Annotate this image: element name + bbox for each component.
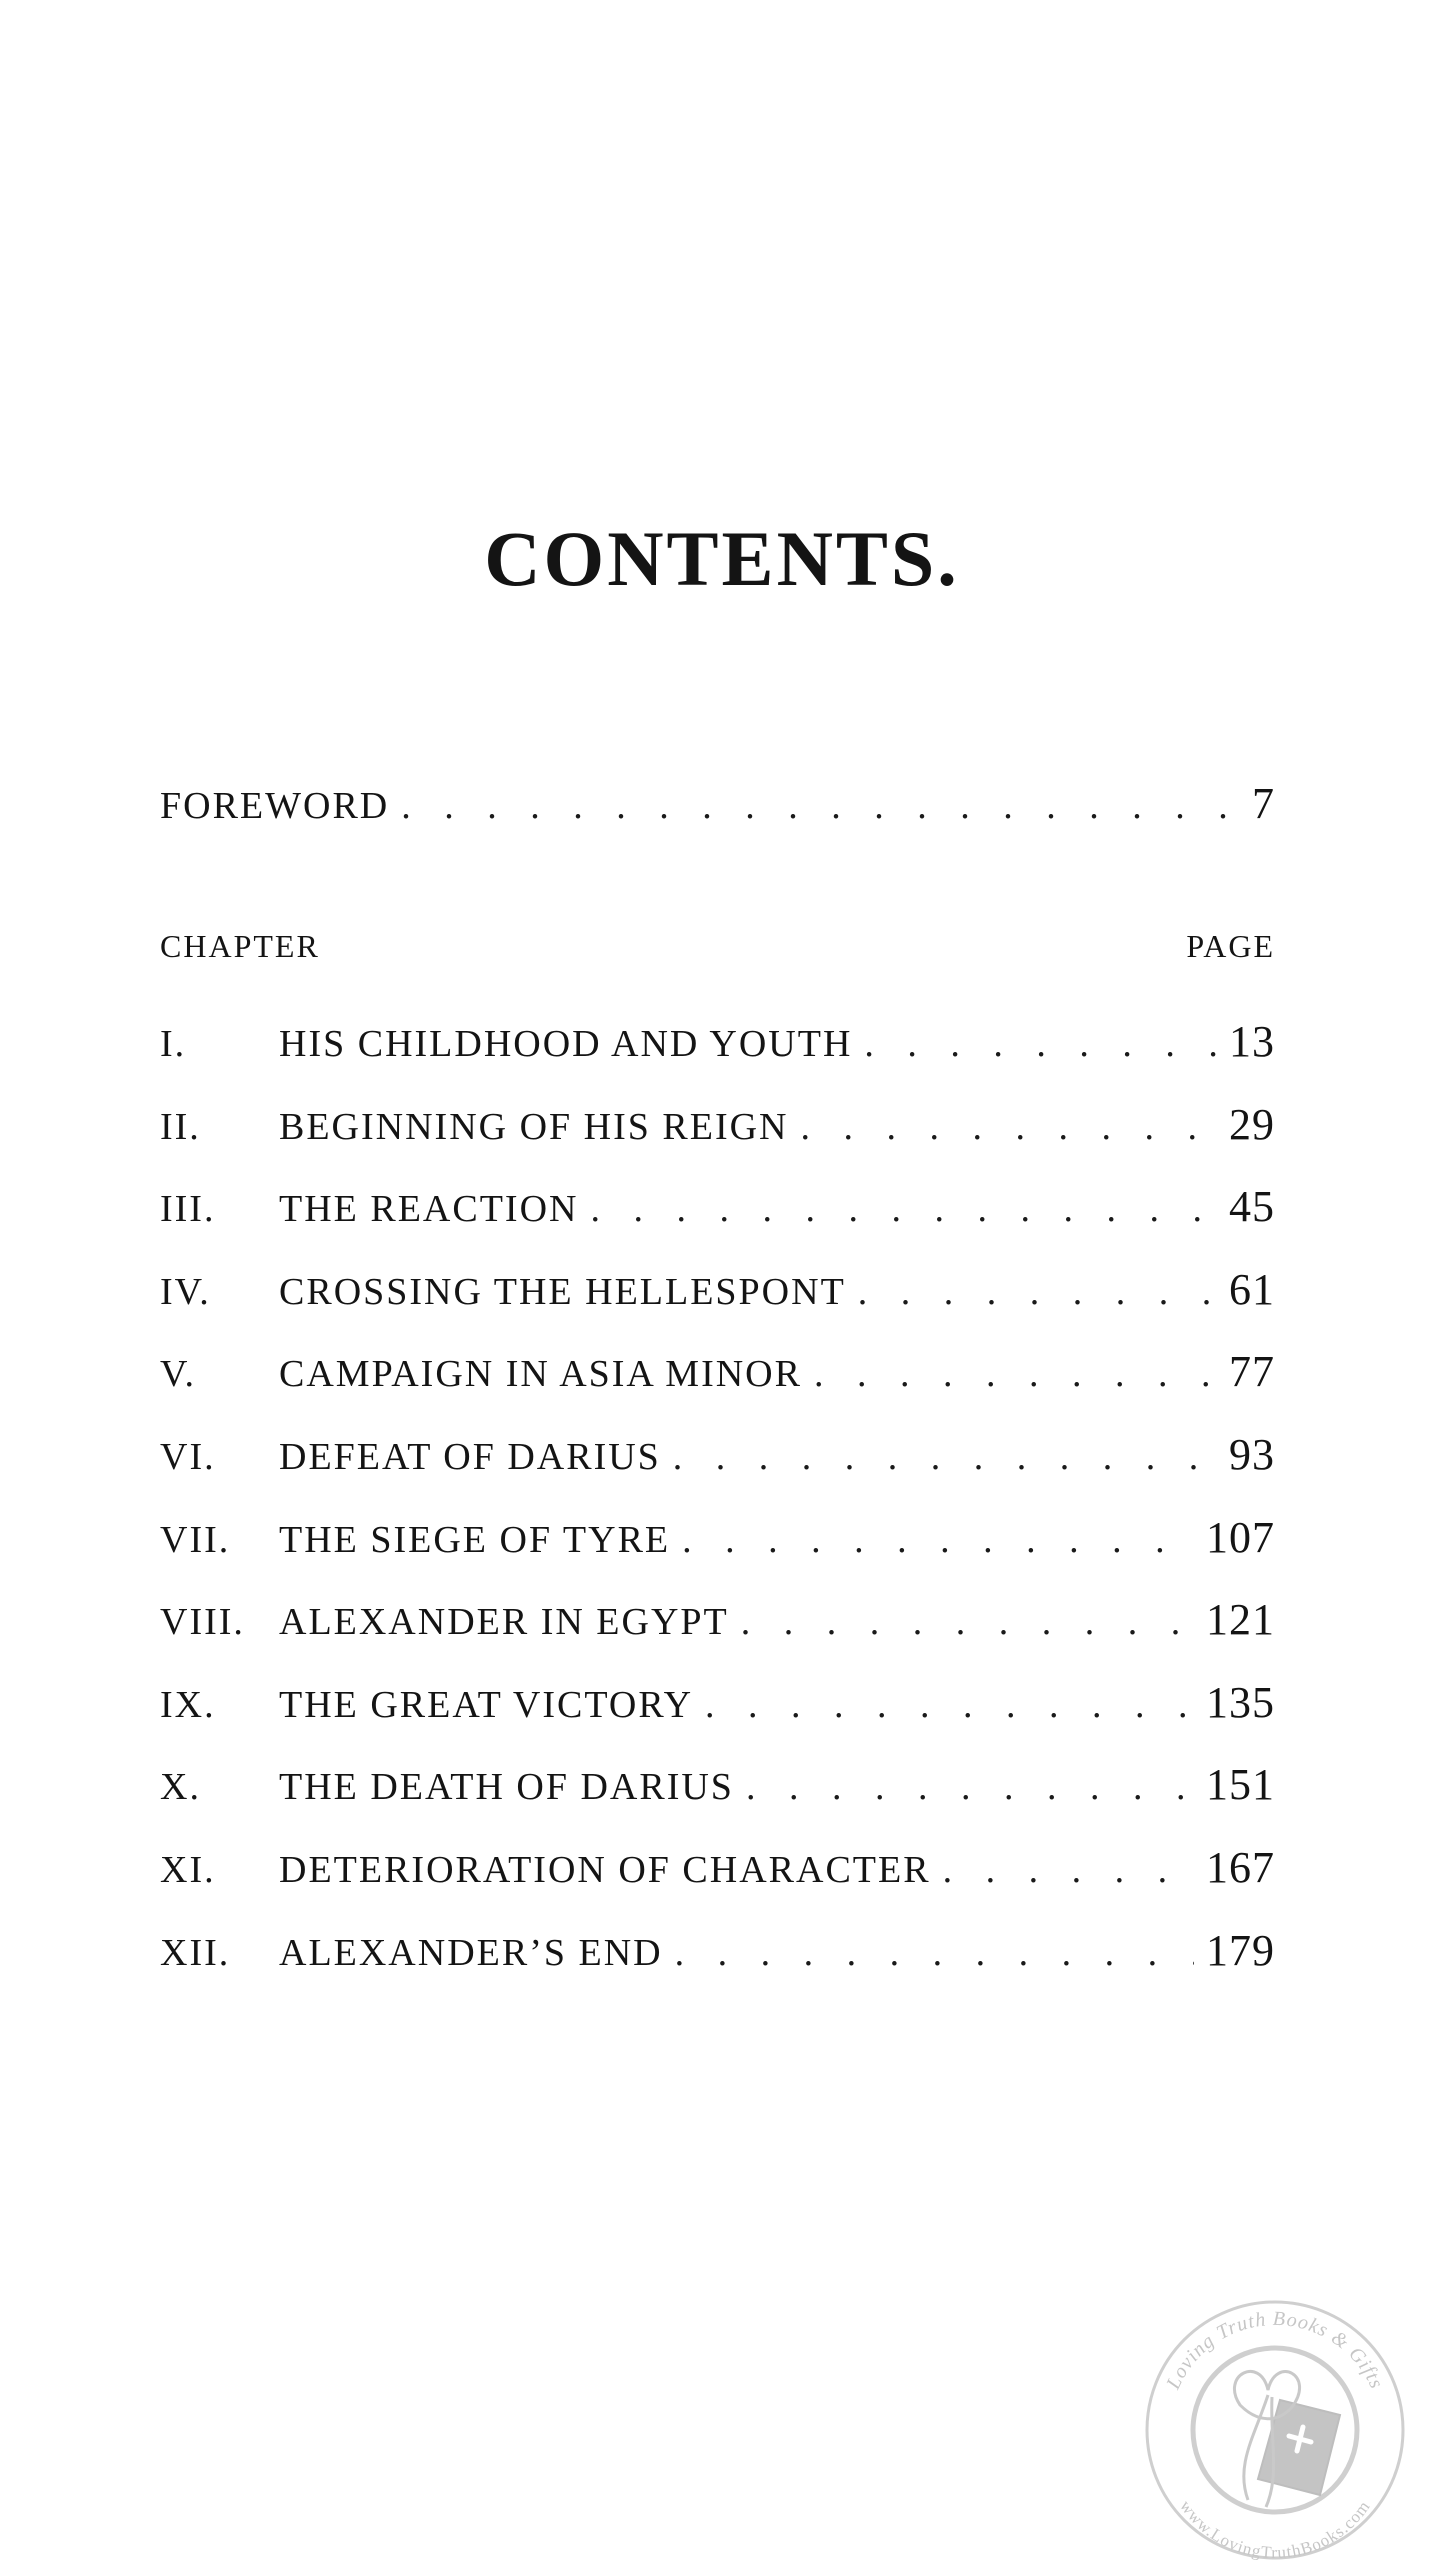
dot-leader (800, 1108, 1217, 1146)
chapter-page-number: 107 (1206, 1512, 1275, 1562)
chapter-page-number: 77 (1229, 1347, 1275, 1397)
chapter-entry (160, 1595, 1275, 1645)
dot-leader (590, 1190, 1217, 1228)
chapter-entry (160, 1017, 1275, 1066)
chapter-title: THE GREAT VICTORY (279, 1683, 694, 1726)
chapter-title: THE SIEGE OF TYRE (279, 1518, 671, 1561)
page-title: CONTENTS. (484, 515, 960, 602)
dot-leader (858, 1273, 1217, 1311)
chapter-title: HIS CHILDHOOD AND YOUTH (279, 1023, 853, 1065)
chapter-entry (160, 1264, 1275, 1314)
chapter-numeral: II. (160, 1105, 201, 1148)
chapter-entry (160, 1760, 1275, 1810)
dot-leader (675, 1934, 1194, 1972)
dot-leader (814, 1355, 1217, 1393)
chapter-numeral: X. (160, 1766, 201, 1809)
chapter-title: ALEXANDER’S END (279, 1931, 663, 1974)
chapter-title: CAMPAIGN IN ASIA MINOR (279, 1353, 802, 1396)
chapter-entry (160, 1099, 1275, 1149)
dot-leader (943, 1851, 1194, 1889)
chapter-page-number: 167 (1206, 1843, 1275, 1892)
chapter-entry (160, 1347, 1275, 1397)
chapter-entry (160, 1430, 1275, 1479)
chapter-page-number: 45 (1229, 1182, 1275, 1232)
bible-with-ribbon-icon (1234, 2371, 1340, 2507)
column-headers (160, 928, 1275, 965)
chapter-column-header: CHAPTER (160, 928, 320, 964)
foreword-label: FOREWORD (160, 785, 390, 827)
chapter-entry (160, 1512, 1275, 1562)
chapter-entry (160, 1182, 1275, 1232)
chapter-numeral: VI. (160, 1436, 216, 1478)
chapter-numeral: VII. (160, 1518, 231, 1561)
chapter-numeral: XII. (160, 1931, 231, 1974)
chapter-title: THE REACTION (279, 1188, 579, 1231)
dot-leader (741, 1603, 1194, 1641)
chapter-title: ALEXANDER IN EGYPT (279, 1601, 729, 1644)
chapter-page-number: 29 (1229, 1099, 1275, 1149)
chapter-numeral: I. (160, 1023, 187, 1065)
chapter-page-number: 151 (1206, 1760, 1275, 1810)
watermark-top-text: Loving Truth Books & Gifts (1162, 2307, 1388, 2393)
dot-leader (682, 1521, 1194, 1559)
chapter-entry (160, 1843, 1275, 1892)
chapter-title: DETERIORATION OF CHARACTER (279, 1849, 931, 1891)
chapter-numeral: XI. (160, 1849, 216, 1891)
chapter-numeral: III. (160, 1188, 216, 1231)
chapter-page-number: 179 (1206, 1925, 1275, 1975)
chapter-page-number: 121 (1206, 1595, 1275, 1645)
dot-leader (705, 1686, 1194, 1724)
dot-leader (401, 787, 1240, 825)
chapter-entry (160, 1677, 1275, 1727)
chapter-numeral: V. (160, 1353, 197, 1396)
chapter-numeral: VIII. (160, 1601, 245, 1644)
chapter-numeral: IX. (160, 1683, 216, 1726)
chapter-title: DEFEAT OF DARIUS (279, 1436, 661, 1478)
chapter-entry (160, 1925, 1275, 1975)
dot-leader (673, 1438, 1217, 1476)
dot-leader (864, 1025, 1217, 1063)
chapter-title: CROSSING THE HELLESPONT (279, 1270, 846, 1313)
chapter-title: THE DEATH OF DARIUS (279, 1766, 734, 1809)
chapter-title: BEGINNING OF HIS REIGN (279, 1105, 789, 1148)
dot-leader (746, 1768, 1194, 1806)
watermark-seal (1140, 2295, 1410, 2565)
chapter-page-number: 13 (1229, 1017, 1275, 1066)
chapter-page-number: 93 (1229, 1430, 1275, 1479)
chapter-numeral: IV. (160, 1270, 211, 1313)
watermark-bottom-text: www.LovingTruthBooks.com (1176, 2496, 1374, 2563)
page-column-header: PAGE (1186, 928, 1275, 964)
chapter-page-number: 135 (1206, 1677, 1275, 1727)
foreword-page-number: 7 (1252, 779, 1275, 828)
chapter-page-number: 61 (1229, 1264, 1275, 1314)
foreword-entry (160, 779, 1275, 828)
